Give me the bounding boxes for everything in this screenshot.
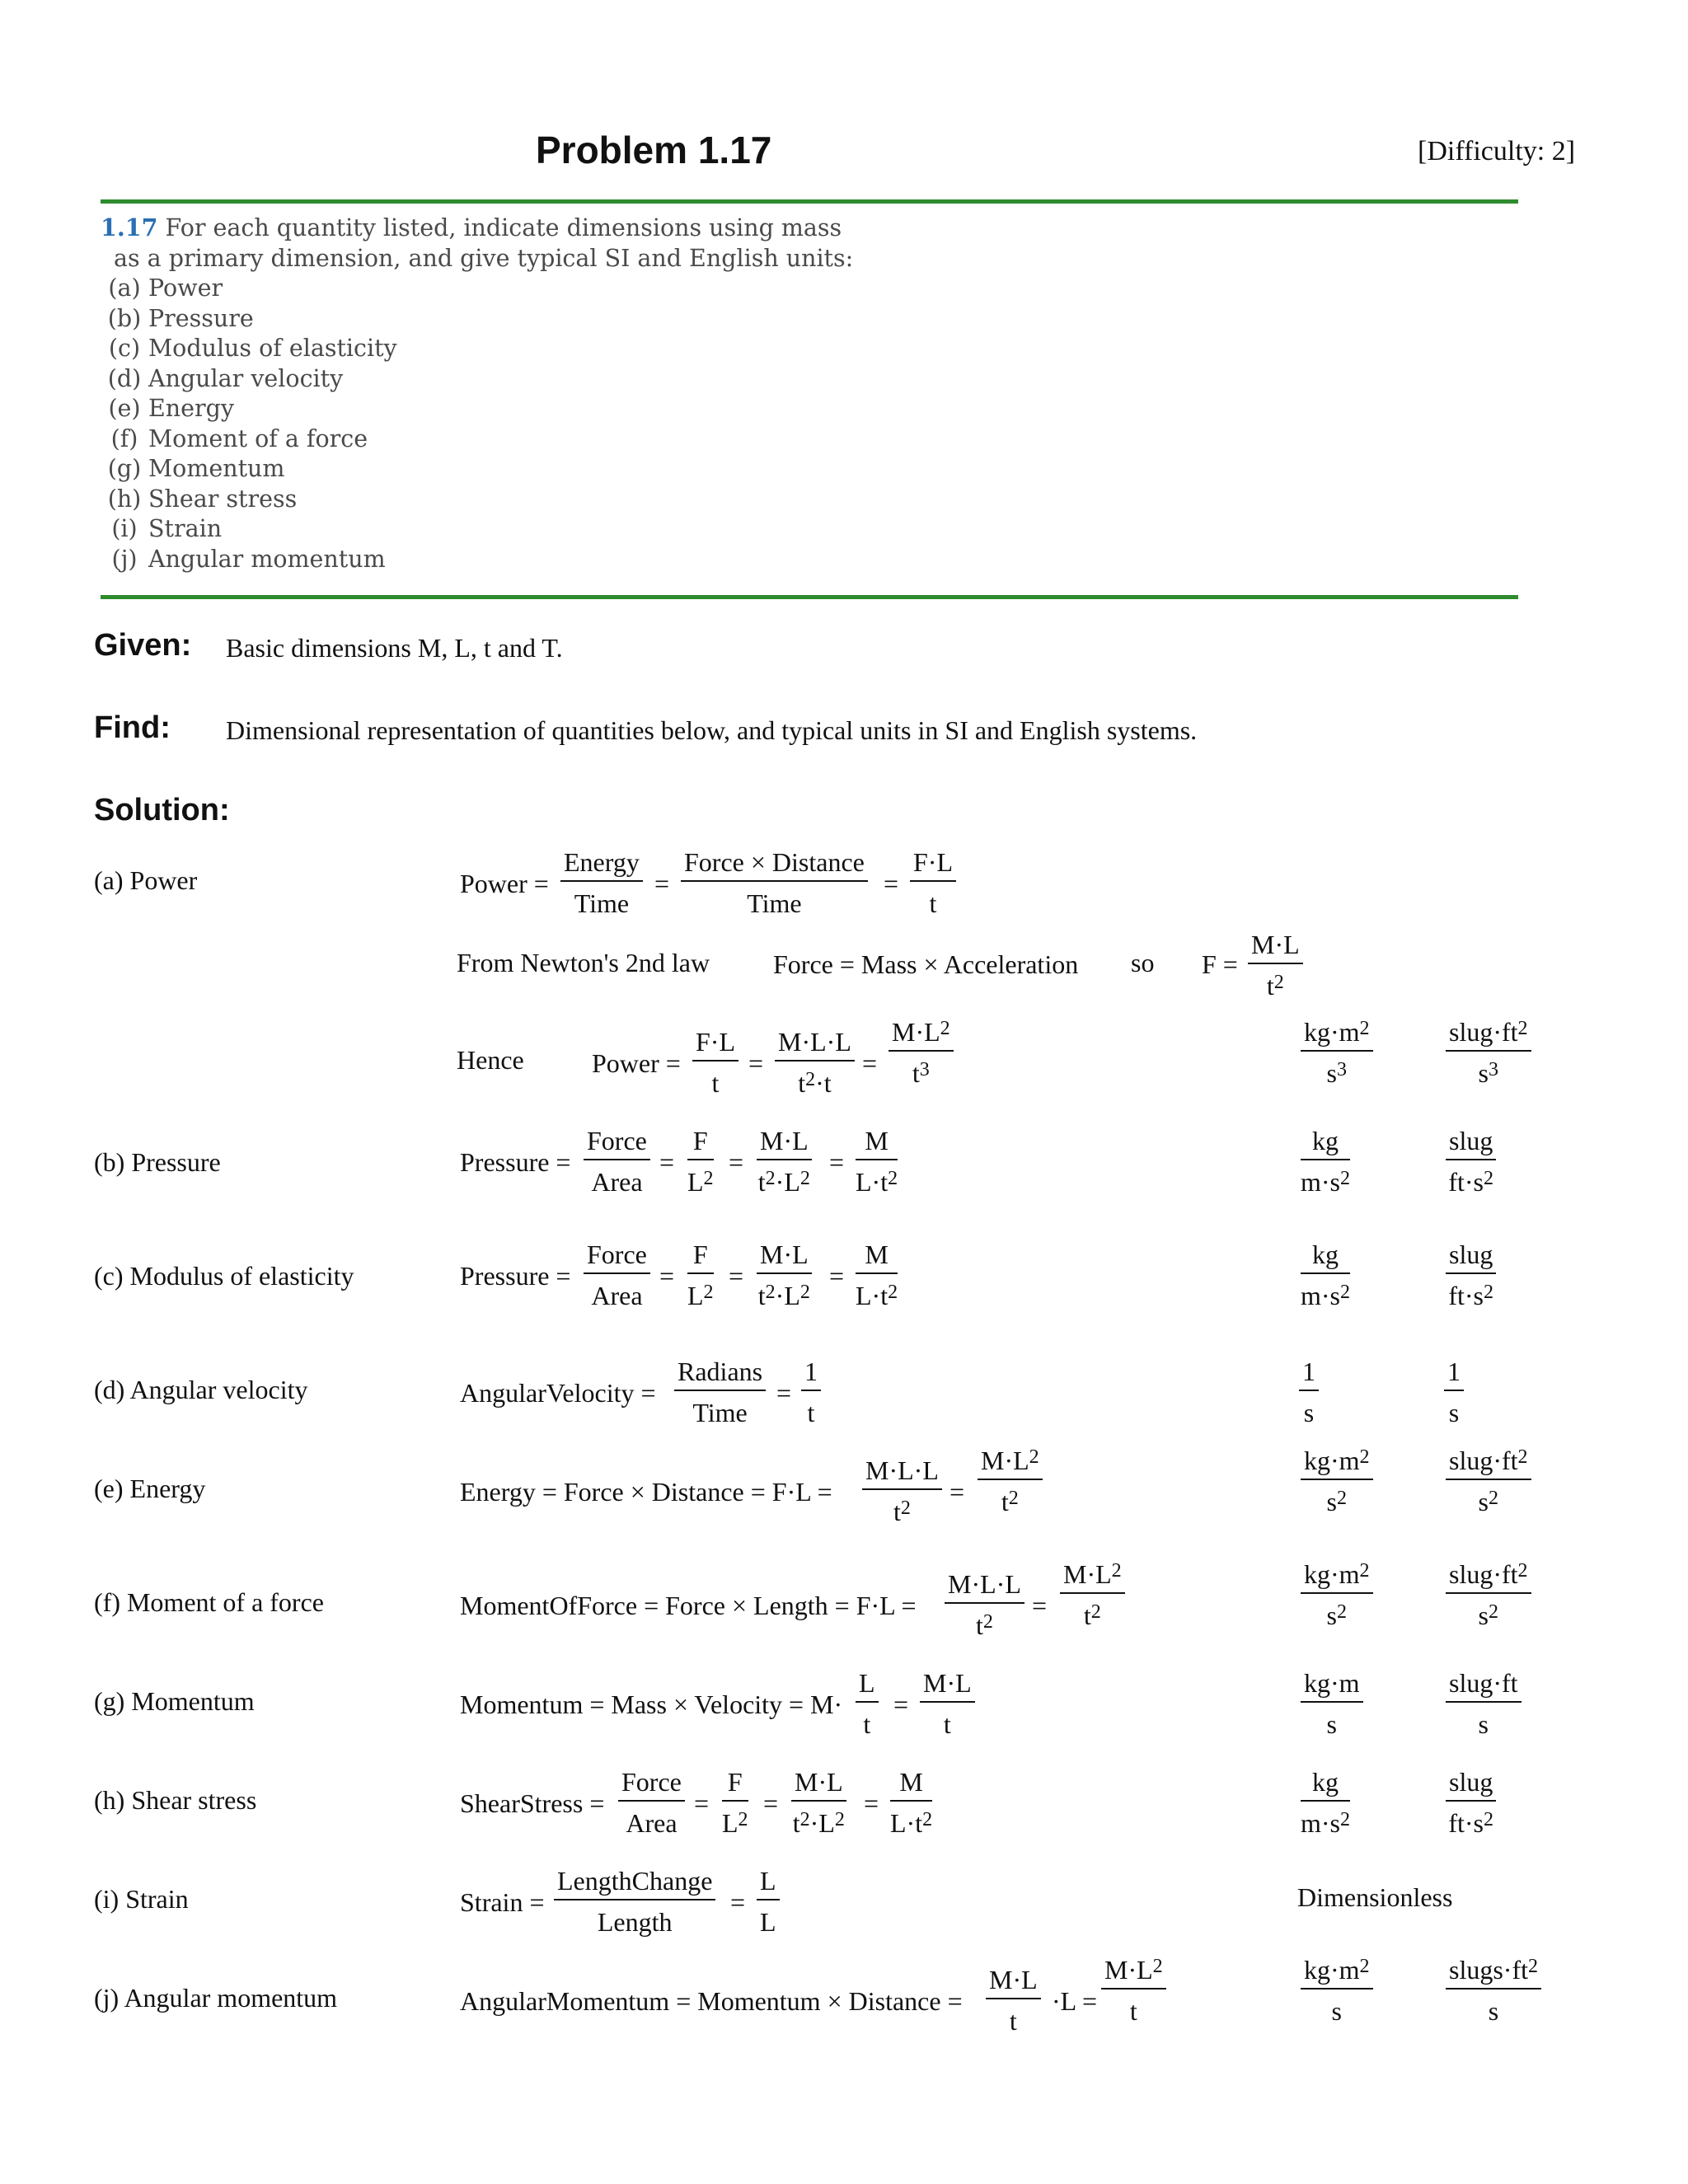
eq-sign: = xyxy=(862,1048,878,1078)
english-unit: slug $ft\cdot s^2$ xyxy=(1446,1127,1496,1195)
fraction: M $L\cdot t^2$ xyxy=(856,1126,898,1197)
statement-item xyxy=(101,454,853,485)
si-unit: kg $m\cdot s^2$ xyxy=(1301,1767,1350,1838)
eq-sign: = xyxy=(776,1378,792,1408)
label-i: (i) Strain xyxy=(94,1884,189,1914)
eq-text: Momentum = Mass × Velocity = M· xyxy=(460,1690,843,1719)
eq-sign: = xyxy=(659,1147,675,1177)
top-divider xyxy=(101,199,1518,204)
label-f: (f) Moment of a force xyxy=(94,1587,324,1617)
label-c: (c) Modulus of elasticity xyxy=(94,1261,354,1291)
si-unit: kg $m\cdot s^2$ xyxy=(1301,1240,1350,1310)
eq-sign: = xyxy=(694,1788,710,1818)
eq-text: Power = xyxy=(592,1048,681,1078)
eq-sign: = xyxy=(829,1147,845,1177)
label-h: (h) Shear stress xyxy=(94,1785,257,1815)
eq-text: MomentOfForce = Force × Length = F·L = xyxy=(460,1591,917,1620)
eq-sign: = xyxy=(884,869,899,898)
eq-text: Hence xyxy=(457,1045,524,1075)
eq-text: Force = Mass × Acceleration xyxy=(773,949,1079,979)
statement-item-text: Angular velocity xyxy=(148,364,344,392)
eq-text: Pressure = xyxy=(460,1261,571,1291)
label-e: (e) Energy xyxy=(94,1474,206,1503)
statement-item xyxy=(101,394,853,424)
fraction: F·L t xyxy=(910,849,956,916)
si-unit: kg $m\cdot s^2$ xyxy=(1301,1126,1350,1197)
fraction: L t xyxy=(856,1670,879,1737)
statement-item-text: Momentum xyxy=(148,455,285,482)
statement-item xyxy=(101,545,853,575)
fraction: Force Area xyxy=(618,1769,685,1836)
statement-item-label: (c) xyxy=(108,335,141,362)
fraction: Radians Time xyxy=(674,1358,766,1426)
si-unit: $kg\cdot m^2$ $s^2$ xyxy=(1301,1447,1373,1515)
statement-item-label: (e) xyxy=(108,395,141,422)
dimensionless-label: Dimensionless xyxy=(1297,1882,1453,1912)
find-text: Dimensional representation of quantities below, and typical units in SI and English systems. xyxy=(226,715,1198,745)
statement-item xyxy=(101,485,853,515)
si-unit: kg·m s xyxy=(1301,1670,1363,1737)
fraction: M $L\cdot t^2$ xyxy=(890,1767,933,1838)
english-unit: $slug\cdot ft^2$ $s^3$ xyxy=(1446,1019,1531,1086)
eq-text: Energy = Force × Distance = F·L = xyxy=(460,1477,832,1507)
problem-statement xyxy=(101,213,853,574)
fraction: M·L t xyxy=(986,1966,1041,2034)
fraction: Force × Distance Time xyxy=(681,849,868,916)
eq-text: so xyxy=(1131,948,1155,977)
eq-sign: = xyxy=(659,1261,675,1291)
bottom-divider xyxy=(101,595,1518,599)
english-unit: slug $ft\cdot s^2$ xyxy=(1446,1241,1496,1309)
statement-item xyxy=(101,424,853,455)
eq-text: ShearStress = xyxy=(460,1788,605,1818)
eq-sign: = xyxy=(950,1477,965,1507)
fraction: M·L $t^2$ xyxy=(1248,931,1303,999)
eq-text: From Newton's 2nd law xyxy=(457,948,710,977)
si-unit: $kg\cdot m^2$ $s^2$ xyxy=(1301,1561,1373,1629)
eq-text: F = xyxy=(1202,949,1238,979)
fraction: M $L\cdot t^2$ xyxy=(856,1240,898,1310)
english-unit: $slug\cdot ft^2$ $s^2$ xyxy=(1446,1447,1531,1515)
fraction: $M\cdot L^2$ $t^2$ xyxy=(1060,1561,1125,1629)
eq-sign: = xyxy=(864,1788,879,1818)
fraction: $M\cdot L^2$ t xyxy=(1101,1957,1166,2024)
statement-item xyxy=(101,274,853,304)
statement-item-text: Strain xyxy=(148,515,223,542)
eq-sign: = xyxy=(893,1690,909,1719)
solution-label: Solution: xyxy=(94,793,230,827)
statement-item-label: (a) xyxy=(108,274,141,302)
fraction: F $L^2$ xyxy=(687,1126,714,1197)
eq-sign: = xyxy=(1032,1591,1048,1620)
si-unit: 1 s xyxy=(1299,1358,1319,1426)
fraction: F $L^2$ xyxy=(722,1767,748,1838)
eq-sign: = xyxy=(748,1048,764,1078)
fraction: L L xyxy=(757,1868,780,1935)
find-label: Find: xyxy=(94,710,171,745)
statement-line-2: as a primary dimension, and give typical SI and English units: xyxy=(114,244,854,272)
statement-items xyxy=(101,274,853,574)
statement-item xyxy=(101,364,853,395)
page-title: Problem 1.17 xyxy=(536,129,772,171)
fraction: Force Area xyxy=(584,1241,650,1309)
eq-text: Power = xyxy=(460,869,549,898)
fraction: M·L $t^2\cdot L^2$ xyxy=(757,1126,810,1197)
statement-item-label: (i) xyxy=(111,515,138,542)
eq-text: AngularMomentum = Momentum × Distance = xyxy=(460,1986,963,2016)
statement-item xyxy=(101,334,853,364)
label-g: (g) Momentum xyxy=(94,1686,255,1716)
statement-item-label: (f) xyxy=(110,424,138,452)
statement-line-1: For each quantity listed, indicate dimensions using mass xyxy=(165,214,842,241)
statement-item-label: (j) xyxy=(111,545,138,573)
statement-item-text: Pressure xyxy=(148,304,254,332)
label-a: (a) Power xyxy=(94,865,198,895)
statement-item xyxy=(101,514,853,545)
statement-item-text: Angular momentum xyxy=(148,545,386,573)
eq-text: Pressure = xyxy=(460,1147,571,1177)
fraction: M·L $t^2\cdot L^2$ xyxy=(757,1240,810,1310)
eq-sign: = xyxy=(730,1887,746,1917)
statement-item-label: (b) xyxy=(107,304,142,332)
eq-text: AngularVelocity = xyxy=(460,1378,656,1408)
label-d: (d) Angular velocity xyxy=(94,1375,308,1404)
english-unit: slug $ft\cdot s^2$ xyxy=(1446,1769,1496,1836)
si-unit: $kg\cdot m^2$ s xyxy=(1301,1957,1373,2024)
eq-sign: = xyxy=(729,1261,744,1291)
english-unit: 1 s xyxy=(1444,1358,1464,1426)
statement-item-label: (g) xyxy=(107,455,142,482)
problem-number: 1.17 xyxy=(101,213,158,241)
fraction: M·L $t^2\cdot L^2$ xyxy=(792,1767,845,1838)
label-j: (j) Angular momentum xyxy=(94,1983,338,2013)
fraction: M·L t xyxy=(920,1670,975,1737)
fraction: F $L^2$ xyxy=(687,1240,714,1310)
fraction: $M\cdot L^2$ $t^3$ xyxy=(889,1019,954,1086)
given-label: Given: xyxy=(94,628,192,663)
fraction: LengthChange Length xyxy=(554,1868,715,1935)
statement-item-label: (h) xyxy=(107,485,142,513)
english-unit: $slugs\cdot ft^2$ s xyxy=(1446,1957,1541,2024)
eq-sign: = xyxy=(654,869,670,898)
given-text: Basic dimensions M, L, t and T. xyxy=(226,633,563,663)
fraction: M·L·L $t^2\cdot t$ xyxy=(775,1029,855,1096)
eq-text: Strain = xyxy=(460,1887,545,1917)
difficulty-label: [Difficulty: 2] xyxy=(1418,136,1576,166)
fraction: F·L t xyxy=(692,1029,738,1096)
statement-item-text: Shear stress xyxy=(148,485,298,513)
fraction: Force Area xyxy=(584,1127,650,1195)
statement-item-text: Moment of a force xyxy=(148,424,368,452)
statement-item-text: Power xyxy=(148,274,223,302)
english-unit: slug·ft s xyxy=(1446,1670,1522,1737)
fraction: M·L·L $t^2$ xyxy=(945,1571,1025,1638)
statement-item-text: Modulus of elasticity xyxy=(148,335,397,362)
english-unit: $slug\cdot ft^2$ $s^2$ xyxy=(1446,1561,1531,1629)
statement-item-label: (d) xyxy=(107,364,142,392)
label-b: (b) Pressure xyxy=(94,1147,221,1177)
eq-sign: = xyxy=(729,1147,744,1177)
fraction: $M\cdot L^2$ $t^2$ xyxy=(978,1447,1043,1515)
fraction: M·L·L $t^2$ xyxy=(862,1457,942,1525)
eq-sign: = xyxy=(829,1261,845,1291)
statement-item xyxy=(101,304,853,335)
statement-item-text: Energy xyxy=(148,395,234,422)
fraction: Energy Time xyxy=(560,849,643,916)
fraction: 1 t xyxy=(801,1358,821,1426)
eq-sign: = xyxy=(763,1788,779,1818)
si-unit: $kg\cdot m^2$ $s^3$ xyxy=(1301,1019,1373,1086)
eq-text: ·L = xyxy=(1052,1986,1098,2016)
